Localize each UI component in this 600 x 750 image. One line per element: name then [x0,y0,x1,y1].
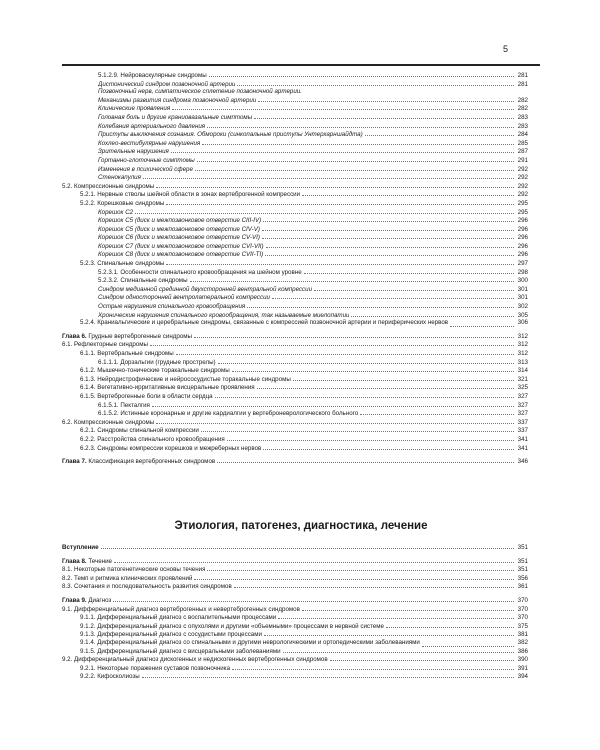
toc-chapter-entry [62,596,528,605]
toc-entry-title: 9.1.3. Дифференциальный диагноз с сосудистыми процессами [80,631,262,639]
toc-entry [62,664,528,673]
dot-leader [142,672,514,678]
toc-page-number: 321 [517,375,528,383]
toc-entry-title: Глава 6. Грудные вертеброгенные синдромы [62,332,192,340]
toc-page-number: 292 [517,191,528,199]
table-of-contents-part-1 [62,71,528,466]
toc-page-number: 381 [517,631,528,639]
toc-entry [62,242,528,251]
dot-leader [302,190,514,196]
toc-entry-title [62,544,99,552]
toc-page-number: 390 [517,656,528,664]
toc-entry-title: Острые нарушения спинального кровообращения [98,303,246,311]
toc-entry-title: Корешок C8 (диск и межпозвонковое отверстие CVII-TI) [98,251,264,259]
toc-page-number: 296 [517,225,528,233]
toc-entry [62,208,528,217]
dot-leader [215,392,514,398]
toc-entry [62,375,528,384]
dot-leader [113,596,514,602]
dot-leader [254,113,514,119]
toc-page-number: 351 [517,544,528,551]
dot-leader [351,311,514,317]
toc-entry-title: Головная боль и другие краниовазальные симптомы [98,113,253,121]
dot-leader [201,426,514,432]
toc-entry [62,622,528,631]
toc-page-number: 351 [517,566,528,574]
dot-leader [202,139,514,145]
toc-chapter-entry [62,557,528,566]
toc-entry-title: Клинические проявления [98,105,171,113]
dot-leader [207,122,514,128]
dot-leader [171,147,514,153]
dot-leader [194,332,514,338]
toc-page-number: 296 [517,234,528,242]
toc-page-number: 301 [517,294,528,302]
toc-entry-title: Стенокапулия [98,174,141,182]
dot-leader [135,208,514,214]
toc-entry-title: 8.3. Сочетания и последовательность развития синдромов [62,583,232,591]
toc-page-number: 283 [517,113,528,121]
toc-page-number: 298 [517,268,528,276]
toc-chapter-entry [62,543,528,552]
toc-entry [62,233,528,242]
toc-entry [62,276,528,285]
toc-page-number: 341 [517,435,528,443]
toc-page-number: 287 [517,148,528,156]
dot-leader [237,80,514,86]
dot-leader [263,444,514,450]
toc-entry [62,311,528,320]
toc-entry [62,80,528,89]
toc-entry [62,383,528,392]
toc-entry [62,122,528,131]
toc-page-number: 370 [517,605,528,613]
toc-entry-title: 8.2. Темп и ритмика клинических проявлений [62,574,193,582]
toc-page-number: 292 [517,165,528,173]
chapter-label: Глава 8. [62,557,87,565]
toc-entry-title: Гортанно-глоточные симптомы [98,156,195,164]
toc-page-number: 282 [517,105,528,113]
page-number: 5 [502,44,508,54]
toc-page-number: 285 [517,139,528,147]
dot-leader [283,647,514,653]
toc-page-number: 314 [517,367,528,375]
dot-leader [190,276,514,282]
toc-entry-title: 6.1.4. Вегетативно-ирритативные висцеральные проявления [80,384,255,392]
toc-page-number: 391 [517,664,528,672]
toc-entry [62,565,528,574]
toc-page-number: 327 [517,392,528,400]
toc-page-number: 305 [517,311,528,319]
dot-leader [194,574,514,580]
toc-page-number: 351 [517,557,528,565]
dot-leader [114,557,514,563]
dot-leader [262,233,514,239]
toc-page-number: 370 [517,614,528,622]
toc-entry [62,302,528,311]
dot-leader [314,285,514,291]
toc-page-number: 382 [517,638,528,646]
toc-chapter-entry [62,457,528,466]
chapter-label: Вступление [62,544,99,551]
toc-entry-title: 9.1.4. Дифференциальный диагноз со спинальными и другими неврологическими и ортопедическими заболеваниями [80,638,420,646]
toc-entry-title: Дистонический синдром позвоночной артерии [98,80,236,88]
toc-entry [62,349,528,358]
toc-entry-title: Глава 7. Классификация вертеброгенных синдромов [62,458,216,466]
toc-entry-title: 9.1.5. Дифференциальный диагноз с висцеральными заболеваниями [80,647,281,655]
toc-page-number: 301 [517,285,528,293]
dot-leader [258,96,514,102]
toc-entry-title: 6.1.1. Вертебральные синдромы [80,350,174,357]
dot-leader [262,225,514,231]
toc-entry-title: Приступы выключения сознания. Обмороки (синкопальные приступы Унтерхарншайдта) [98,131,363,139]
toc-entry-title: Корешок C6 (диск и межпозвонковое отверстие CV-VI) [98,234,260,242]
toc-page-number: 313 [517,358,528,366]
toc-entry [62,582,528,591]
toc-chapter-entry [62,332,528,341]
dot-leader [156,418,514,424]
chapter-label: Глава 7. [62,458,87,466]
toc-entry-title: 9.1.1. Дифференциальный диагноз с воспалительными процессами [80,614,277,622]
toc-entry [62,156,528,165]
toc-entry [62,435,528,444]
dot-leader [156,182,514,188]
toc-entry-title: 6.1.2. Мышечно-тонические торакальные синдромы [80,367,230,375]
toc-entry [62,293,528,302]
dot-leader [234,582,514,588]
dot-leader [265,250,514,256]
toc-page-number: 370 [517,596,528,604]
toc-page-number: 296 [517,251,528,259]
toc-page-number: 386 [517,647,528,655]
toc-entry-title: 9.2.1. Некоторые поражения суставов позвоночника [80,664,231,672]
toc-entry-title: 6.1.5.1. Пекталгия [98,401,150,409]
toc-entry-title: Кохлео-вестибулярные нарушения [98,139,201,147]
dot-leader [195,165,514,171]
dot-leader [232,366,514,372]
toc-entry [62,605,528,614]
toc-entry [62,199,528,208]
toc-page-number: 346 [517,458,528,466]
toc-entry [62,639,528,647]
toc-entry-title: Корешок C2 [98,208,134,216]
toc-entry [62,165,528,174]
toc-entry [62,655,528,664]
toc-entry [62,250,528,259]
section-title: Этиология, патогенез, диагностика, лечение [174,520,428,532]
toc-entry [62,418,528,427]
toc-page-number: 337 [517,418,528,426]
toc-entry [62,366,528,375]
toc-entry [62,285,528,294]
dot-leader [176,349,514,355]
toc-entry-title: 6.1.3. Нейродистрофические и нейрососудистые торакальные синдромы [80,375,291,383]
toc-entry-title: 5.2.3.1. Особенности спинального кровообращения на шейном уровне [98,268,302,276]
toc-entry-title: 5.1.2.9. Нейроваскулярные синдромы [98,72,207,79]
dot-leader [302,605,514,611]
dot-leader [166,199,514,205]
toc-entry-title: 5.2.3. Спинальные синдромы [80,260,165,268]
dot-leader [150,340,514,346]
toc-page-number: 356 [517,574,528,582]
toc-entry [62,630,528,639]
toc-entry [62,672,528,681]
toc-entry [62,147,528,156]
dot-leader [209,71,514,77]
toc-entry-title: 6.2.2. Расстройства спинального кровообращения [80,435,225,443]
table-of-contents-part-2 [62,539,528,681]
dot-leader [386,622,514,628]
toc-entry-title: Колебания артериального давления [98,122,206,130]
toc-page-number: 337 [517,427,528,435]
toc-page-number: 281 [517,72,528,79]
header-rule [62,64,540,66]
toc-page-number: 394 [517,673,528,681]
toc-entry-title: Синдром медианной срединной двухсторонней вентральной компрессии [98,285,313,293]
toc-entry [62,613,528,622]
dot-leader [450,321,514,327]
dot-leader [101,543,514,549]
toc-page-number: 296 [517,217,528,225]
toc-page-number: 375 [517,622,528,630]
toc-entry [62,130,528,139]
dot-leader [172,104,514,110]
dot-leader [143,173,514,179]
toc-entry-title: 9.2. Дифференциальный диагноз дискогенных и недискогенных вертеброгенных синдромов [62,656,328,664]
toc-entry-title: 9.2.2. Кифосколиозы [80,673,140,681]
dot-leader [218,358,514,364]
dot-leader [266,242,514,248]
dot-leader [152,401,514,407]
dot-leader [166,259,514,265]
toc-entry-title: 6.2. Компрессионные синдромы [62,418,155,426]
toc-entry-title: 6.1.5.2. Истинные коронарные и другие кардиалгии у вертеброневрологического больного [98,410,359,418]
toc-entry-title: Изменения в психической сфере [98,165,193,173]
toc-entry [62,574,528,583]
toc-entry-title: Корешок C5 (диск и межпозвонковое отверстие CIII-IV) [98,217,262,225]
toc-entry [62,268,528,277]
toc-entry [62,340,528,349]
toc-entry [62,139,528,148]
dot-leader [257,383,514,389]
toc-entry-title: 9.1.2. Дифференциальный диагноз с опухолями и другими «объемными» процессами в нервной системе [80,622,384,630]
toc-page-number: 312 [517,350,528,357]
toc-entry [62,96,528,105]
toc-page-number: 302 [517,303,528,311]
toc-page-number: 306 [517,319,528,327]
toc-entry [62,444,528,453]
chapter-label: Глава 9. [62,596,87,604]
toc-entry-title: Корешок C5 (диск и межпозвонковое отверстие CIV-V) [98,225,260,233]
toc-entry-title: 9.1. Дифференциальный диагноз вертеброгенных и невертеброгенных синдромов [62,605,300,613]
toc-page-number: 327 [517,410,528,418]
dot-leader [197,156,514,162]
dot-leader [227,435,514,441]
toc-entry-title: Хронические нарушения спинального кровообращения, так называемые миелопатии [98,311,350,319]
dot-leader [272,293,514,299]
toc-entry [62,259,528,268]
toc-entry-title: Позвоночный нерв, симпатическое сплетение позвоночной артерии. [98,88,302,96]
toc-entry-title: 5.2.4. Краниальгические и церебральные синдромы, связанные с компрессией позвоночной артерии и периферических нервов [80,319,449,327]
dot-leader [365,130,514,136]
toc-page-number: 292 [517,182,528,190]
chapter-label: Глава 6. [62,332,87,340]
toc-entry-title: Синдром односторонней вентролатеральной компрессии [98,294,270,302]
toc-entry-title: 6.1. Рефлекторные синдромы [62,341,148,349]
dot-leader [330,655,514,661]
toc-entry [62,358,528,367]
toc-entry [62,401,528,410]
toc-entry [62,426,528,435]
dot-leader [247,302,514,308]
dot-leader [263,216,514,222]
toc-entry [62,113,528,122]
toc-page-number: 281 [517,80,528,88]
toc-page-number: 327 [517,401,528,409]
toc-page-number: 325 [517,384,528,392]
toc-entry [62,392,528,401]
dot-leader [278,613,514,619]
toc-entry [62,647,528,656]
toc-page-number: 341 [517,444,528,452]
toc-page-number: 291 [517,156,528,164]
dot-leader [217,457,514,463]
toc-entry-title: Зрительные нарушения [98,148,169,156]
toc-page-number: 296 [517,242,528,250]
toc-page-number: 297 [517,260,528,268]
toc-entry [62,225,528,234]
dot-leader [207,565,514,571]
toc-entry-title: Глава 9. Диагноз [62,596,112,604]
toc-entry-title: 6.1.5. Вертеброгенные боли в области сердца [80,392,213,400]
toc-entry-title: 6.1.1.1. Дорзальгии (грудные прострелы) [98,358,216,366]
toc-entry-title: 5.2.3.2. Спинальные синдромы [98,277,188,285]
toc-page-number: 295 [517,208,528,216]
toc-entry-title: 8.1. Некоторые патогенетические основы течения [62,566,206,574]
toc-entry-title: 5.2. Компрессионные синдромы [62,182,155,190]
toc-page-number: 312 [517,341,528,349]
toc-entry [62,182,528,191]
toc-entry-title: Корешок C7 (диск и межпозвонковое отверстие CVI-VII) [98,242,264,250]
toc-entry [62,409,528,418]
toc-entry-title: Глава 8. Течение [62,557,112,565]
toc-page-number: 284 [517,131,528,139]
toc-entry-title: 6.2.3. Синдромы компрессии корешков и межреберных нервов [80,444,262,452]
toc-entry [62,71,528,80]
toc-entry [62,173,528,182]
toc-entry-title: 5.2.2. Корешковые синдромы [80,199,165,207]
toc-page-number: 361 [517,583,528,591]
toc-entry [62,216,528,225]
toc-entry [62,319,528,327]
toc-page-number: 283 [517,122,528,130]
dot-leader [232,664,514,670]
dot-leader [264,630,514,636]
toc-page-number: 292 [517,174,528,182]
toc-entry-title: 5.2.1. Нервные стволы шейной области в зонах вертеброгенной компрессии [80,191,301,199]
toc-entry [62,104,528,113]
toc-page-number: 282 [517,96,528,104]
toc-page-number: 295 [517,199,528,207]
dot-leader [304,268,514,274]
dot-leader [360,409,514,415]
toc-page-number: 312 [517,332,528,340]
toc-entry-title: Механизмы развития синдрома позвоночной артерии [98,96,257,104]
toc-entry [62,88,528,96]
toc-entry-title: 6.2.1. Синдромы спинальной компрессии [80,427,199,435]
toc-entry [62,190,528,199]
toc-page-number: 300 [517,277,528,285]
dot-leader [293,375,514,381]
